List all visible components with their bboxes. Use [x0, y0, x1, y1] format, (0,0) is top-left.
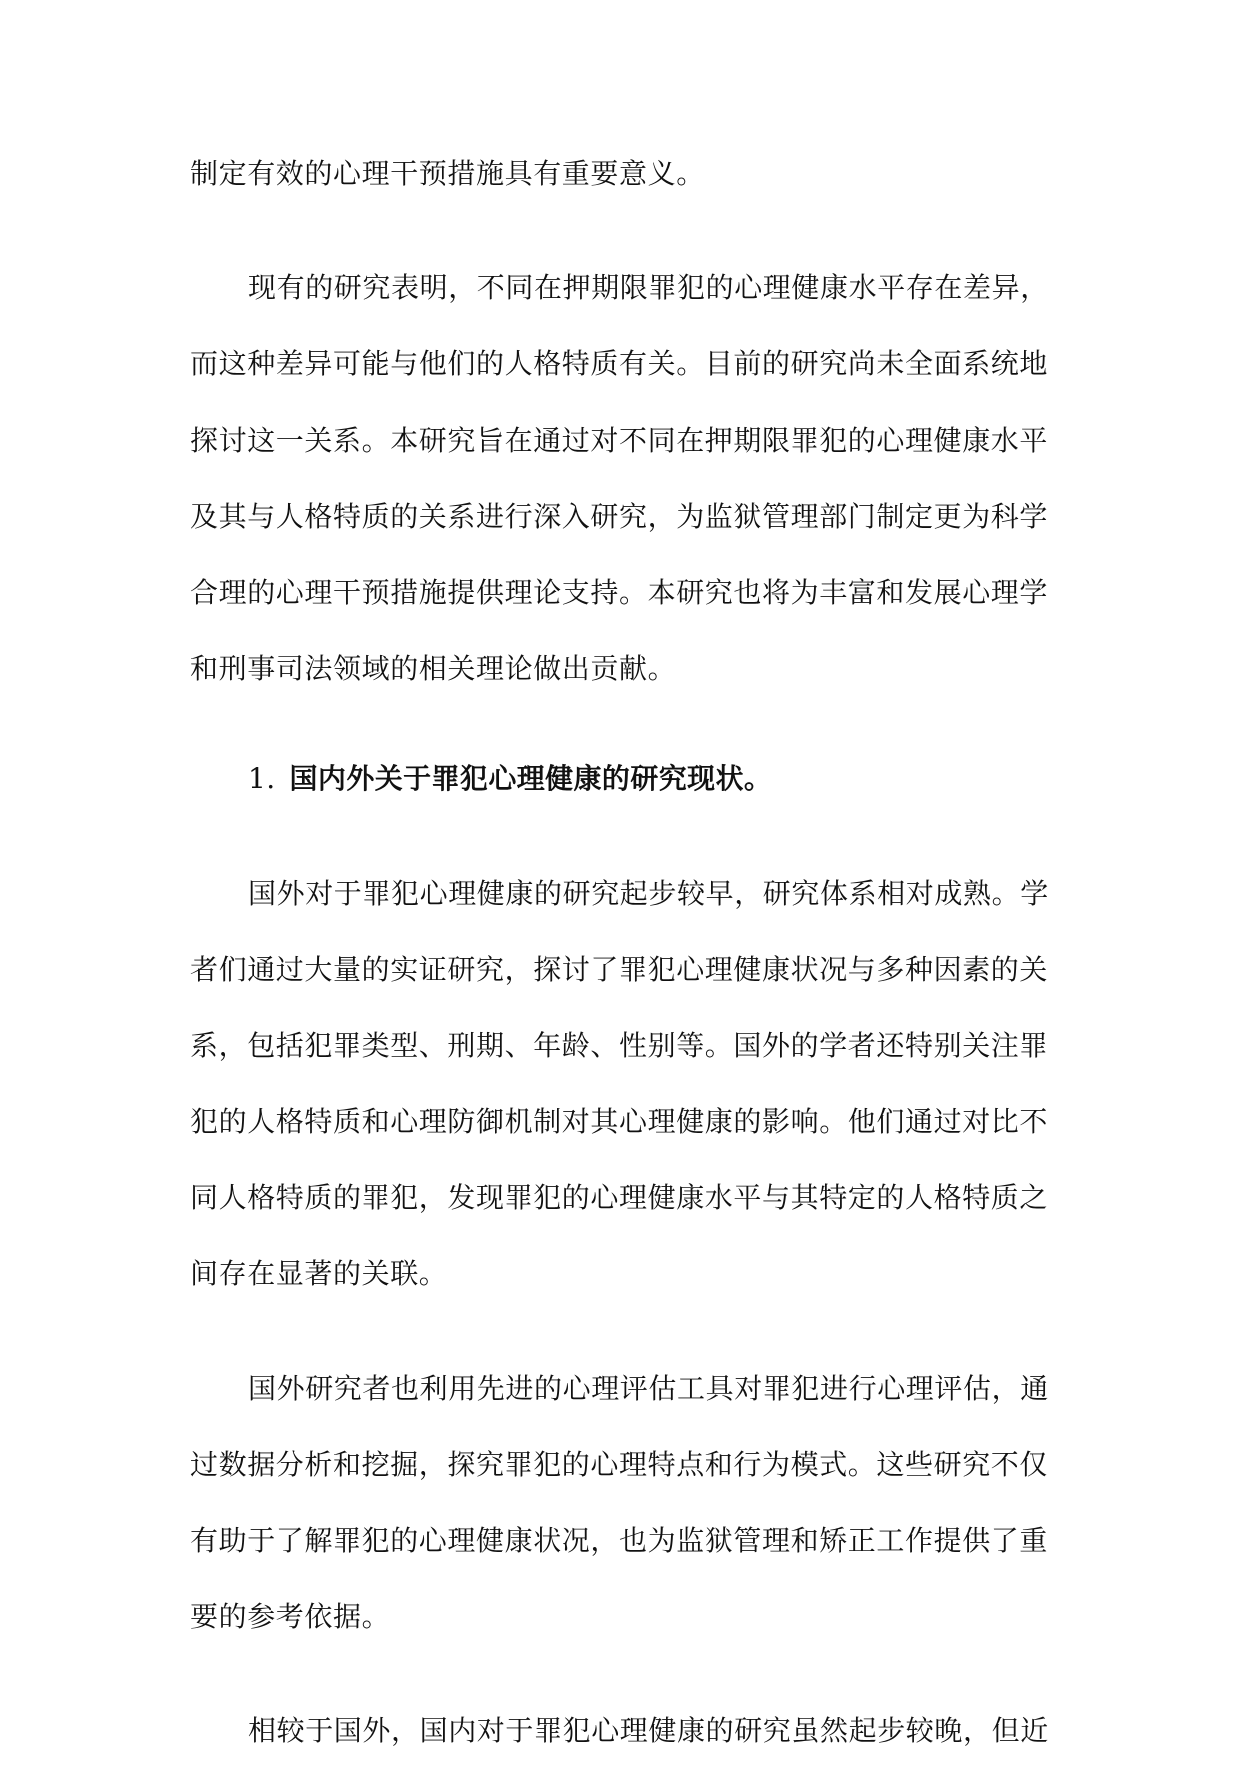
text-line: 和刑事司法领域的相关理论做出贡献。 [190, 652, 677, 686]
paragraph-spacer [190, 212, 1058, 250]
text-line: 者们通过大量的实证研究，探讨了罪犯心理健康状况与多种因素的关 [190, 952, 1049, 986]
text-line: 间存在显著的关联。 [190, 1257, 448, 1291]
text-line: 国外对于罪犯心理健康的研究起步较早，研究体系相对成熟。学 [248, 876, 1049, 910]
section-title: 国内外关于罪犯心理健康的研究现状。 [289, 762, 773, 796]
text-line: 而这种差异可能与他们的人格特质有关。目前的研究尚未全面系统地 [190, 347, 1049, 381]
paragraph-foreign-assessment-tools [190, 1351, 1058, 1656]
text-line: 要的参考依据。 [190, 1600, 391, 1634]
text-line: 合理的心理干预措施提供理论支持。本研究也将为丰富和发展心理学 [190, 575, 1049, 609]
text-line: 国外研究者也利用先进的心理评估工具对罪犯进行心理评估，通 [248, 1371, 1049, 1405]
document-body [190, 136, 1058, 1770]
section-heading [190, 741, 1058, 817]
text-line: 现有的研究表明，不同在押期限罪犯的心理健康水平存在差异， [248, 271, 1049, 305]
paragraph-domestic-research-status [190, 1693, 1058, 1769]
paragraph-spacer [190, 1313, 1058, 1351]
text-line: 犯的人格特质和心理防御机制对其心理健康的影响。他们通过对比不 [190, 1105, 1049, 1139]
paragraph-spacer [190, 1655, 1058, 1693]
text-line: 系，包括犯罪类型、刑期、年龄、性别等。国外的学者还特别关注罪 [190, 1028, 1049, 1062]
text-line: 有助于了解罪犯的心理健康状况，也为监狱管理和矫正工作提供了重 [190, 1524, 1049, 1557]
text-line: 同人格特质的罪犯，发现罪犯的心理健康水平与其特定的人格特质之 [190, 1181, 1049, 1215]
section-number: 1. [248, 762, 276, 796]
paragraph-continuation [190, 136, 1058, 212]
text-line: 探讨这一关系。本研究旨在通过对不同在押期限罪犯的心理健康水平 [190, 423, 1049, 457]
text-line: 及其与人格特质的关系进行深入研究，为监狱管理部门制定更为科学 [190, 499, 1049, 533]
text-line: 过数据分析和挖掘，探究罪犯的心理特点和行为模式。这些研究不仅 [190, 1447, 1049, 1481]
paragraph-spacer [190, 818, 1058, 856]
text-line: 相较于国外，国内对于罪犯心理健康的研究虽然起步较晚，但近 [248, 1714, 1049, 1748]
section-spacer [190, 707, 1058, 741]
paragraph-research-background [190, 250, 1058, 707]
paragraph-foreign-research-status [190, 856, 1058, 1313]
text-line: 制定有效的心理干预措施具有重要意义。 [190, 157, 705, 190]
